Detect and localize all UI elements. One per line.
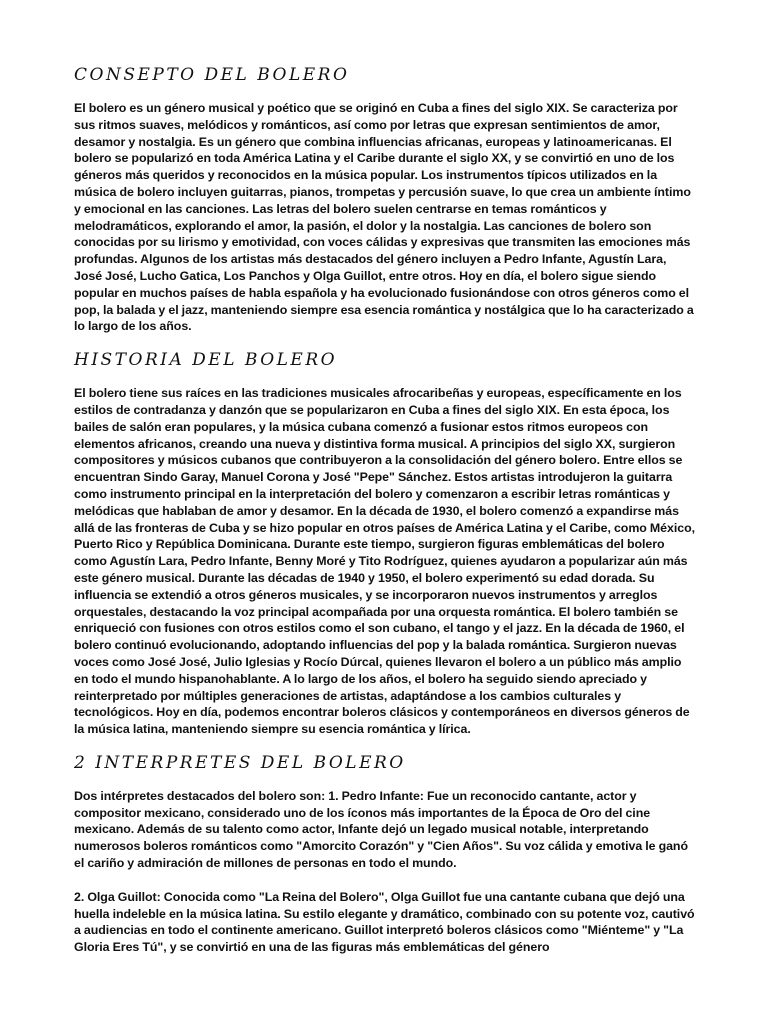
heading-concepto-del-bolero: CONSEPTO DEL BOLERO <box>74 65 350 85</box>
document-body <box>74 64 696 956</box>
heading-historia-del-bolero: HISTORIA DEL BOLERO <box>74 350 338 371</box>
paragraph-historia: El bolero tiene sus raíces en las tradiciones musicales afrocaribeñas y europeas, específicamente en los estilos de contradanza y danzón que se popularizaron en Cuba a fines del siglo XIX. En esta época, los bailes de salón eran populares, y la música cubana comenzó a fusionar estos ritmos europeos con elementos africanos, creando una nueva y distintiva forma musical. A principios del siglo XX, surgieron compositores y músicos cubanos que contribuyeron a la consolidación del género bolero. Entre ellos se encuentran Sindo Garay, Manuel Corona y José "Pepe" Sánchez. Estos artistas introdujeron la guitarra como instrumento principal en la interpretación del bolero y comenzaron a escribir letras románticas y melódicas que hablaban de amor y desamor. En la década de 1930, el bolero comenzó a expandirse más allá de las fronteras de Cuba y se hizo popular en otros países de América Latina y el Caribe, como México, Puerto Rico y República Dominicana. Durante este tiempo, surgieron figuras emblemáticas del bolero como Agustín Lara, Pedro Infante, Benny Moré y Tito Rodríguez, quienes ayudaron a popularizar aún más este género musical. Durante las décadas de 1940 y 1950, el bolero experimentó su edad dorada. Su influencia se extendió a otros géneros musicales, y se incorporaron nuevos instrumentos y arreglos orquestales, destacando la voz principal acompañada por una orquesta romántica. El bolero también se enriqueció con fusiones con otros estilos como el son cubano, el tango y el jazz. En la década de 1960, el bolero continuó evolucionando, adoptando influencias del pop y la balada romántica. Surgieron nuevas voces como José José, Julio Iglesias y Rocío Dúrcal, quienes llevaron el bolero a un público más amplio en todo el mundo hispanohablante. A lo largo de los años, el bolero ha seguido siendo apreciado y reinterpretado por múltiples generaciones de artistas, adaptándose a los cambios culturales y tecnológicos. Hoy en día, podemos encontrar boleros clásicos y contemporáneos en diversos géneros de la música latina, manteniendo siempre su esencia romántica y lírica. <box>74 386 696 737</box>
paragraph-concepto: El bolero es un género musical y poético que se originó en Cuba a fines del siglo XIX. Se caracteriza por sus ritmos suaves, melódicos y románticos, así como por letras que expresan sentimientos de amor, desamor y nostalgia. Es un género que combina influencias africanas, europeas y latinoamericanas. El bolero se popularizó en toda América Latina y el Caribe durante el siglo XX, y se convirtió en uno de los géneros más queridos y reconocidos en la música popular. Los instrumentos típicos utilizados en la música de bolero incluyen guitarras, pianos, trompetas y percusión suave, lo que crea un ambiente íntimo y emocional en las canciones. Las letras del bolero suelen centrarse en temas románticos y melodramáticos, explorando el amor, la pasión, el dolor y la nostalgia. Las canciones de bolero son conocidas por su lirismo y emotividad, con voces cálidas y expresivas que transmiten las emociones más profundas. Algunos de los artistas más destacados del género incluyen a Pedro Infante, Agustín Lara, José José, Lucho Gatica, Los Panchos y Olga Guillot, entre otros. Hoy en día, el bolero sigue siendo popular en muchos países de habla española y ha evolucionado fusionándose con otros géneros como el pop, la balada y el jazz, manteniendo siempre esa esencia romántica y nostálgica que lo ha caracterizado a lo largo de los años. <box>74 101 694 334</box>
paragraph-olga-guillot: 2. Olga Guillot: Conocida como "La Reina del Bolero", Olga Guillot fue una cantante cubana que dejó una huella indeleble en la música latina. Su estilo elegante y dramático, combinado con su potente voz, cautivó a audiencias en todo el continente americano. Guillot interpretó boleros clásicos como "Miénteme" y "La Gloria Eres Tú", y se convirtió en una de las figuras más emblemáticas del género <box>74 889 695 955</box>
paragraph-interpretes-intro: Dos intérpretes destacados del bolero son: 1. Pedro Infante: Fue un reconocido cantante, actor y compositor mexicano, considerado uno de los íconos más importantes de la Época de Oro del cine mexicano. Además de su talento como actor, Infante dejó un legado musical notable, interpretando numerosos boleros románticos como "Amorcito Corazón" y "Cien Años". Su voz cálida y emotiva le ganó el cariño y admiración de millones de personas en todo el mundo. <box>74 788 688 871</box>
heading-interpretes-del-bolero: 2 INTERPRETES DEL BOLERO <box>74 752 406 773</box>
